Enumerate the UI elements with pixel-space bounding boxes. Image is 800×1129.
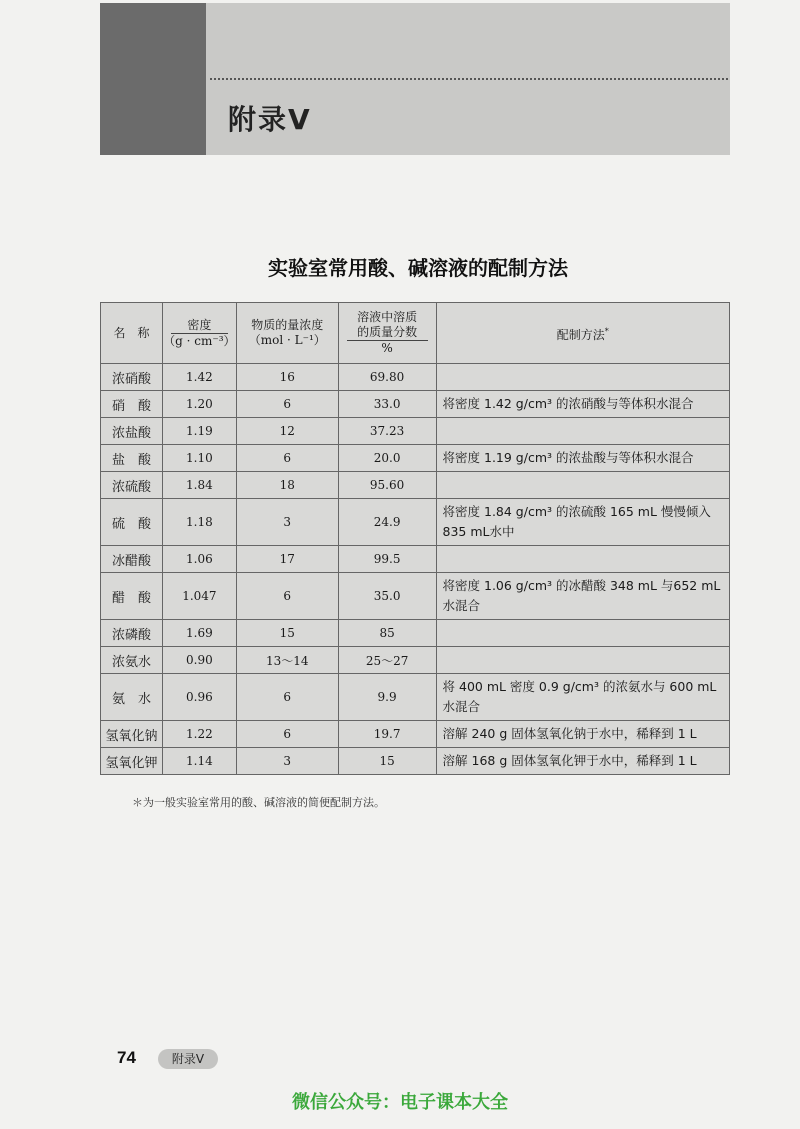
cell-mass-fraction: 20.0: [338, 445, 436, 472]
page-number: 74: [117, 1048, 136, 1067]
cell-method: [436, 418, 729, 445]
cell-concentration: 6: [236, 674, 338, 721]
appendix-title: 附录Ⅴ: [228, 103, 312, 136]
header-method: [436, 303, 729, 364]
cell-concentration: 16: [236, 364, 338, 391]
cell-concentration: 6: [236, 391, 338, 418]
cell-name: 硫 酸: [101, 499, 163, 546]
cell-method: 将密度 1.42 g/cm³ 的浓硝酸与等体积水混合: [436, 391, 729, 418]
header-density-unit: （g · cm⁻³）: [163, 333, 236, 348]
cell-method: [436, 472, 729, 499]
table-row: [101, 748, 730, 775]
cell-density: 1.10: [162, 445, 236, 472]
cell-method: [436, 620, 729, 647]
table-row: [101, 391, 730, 418]
cell-method: [436, 647, 729, 674]
cell-density: 1.69: [162, 620, 236, 647]
footnote: ＊为一般实验室常用的酸、碱溶液的简便配制方法。: [132, 796, 385, 809]
header-mass-fraction: [338, 303, 436, 364]
cell-mass-fraction: 24.9: [338, 499, 436, 546]
cell-mass-fraction: 15: [338, 748, 436, 775]
cell-concentration: 3: [236, 748, 338, 775]
table-title: 实验室常用酸、碱溶液的配制方法: [268, 256, 568, 280]
cell-mass-fraction: 95.60: [338, 472, 436, 499]
cell-density: 1.20: [162, 391, 236, 418]
cell-density: 1.42: [162, 364, 236, 391]
page-tab-label: 附录Ⅴ: [158, 1049, 218, 1069]
table-row: [101, 674, 730, 721]
header-concentration-label: 物质的量浓度: [251, 318, 324, 332]
table-row: [101, 546, 730, 573]
table-row: [101, 364, 730, 391]
cell-method: 将密度 1.84 g/cm³ 的浓硫酸 165 mL 慢慢倾入835 mL水中: [436, 499, 729, 546]
header-dotted-rule: [210, 78, 728, 80]
cell-name: 浓硫酸: [101, 472, 163, 499]
cell-name: 氢氧化钠: [101, 721, 163, 748]
cell-name: 浓氨水: [101, 647, 163, 674]
header-name-label: 名 称: [113, 325, 150, 340]
header-concentration: [236, 303, 338, 364]
table-row: [101, 620, 730, 647]
cell-method: 溶解 240 g 固体氢氧化钠于水中，稀释到 1 L: [436, 721, 729, 748]
cell-density: 0.90: [162, 647, 236, 674]
cell-concentration: 6: [236, 445, 338, 472]
header-mass-fraction-unit: %: [381, 341, 393, 355]
cell-mass-fraction: 33.0: [338, 391, 436, 418]
cell-concentration: 15: [236, 620, 338, 647]
cell-mass-fraction: 85: [338, 620, 436, 647]
table-header-row: [101, 303, 730, 364]
cell-density: 1.06: [162, 546, 236, 573]
cell-method: 将密度 1.19 g/cm³ 的浓盐酸与等体积水混合: [436, 445, 729, 472]
cell-concentration: 3: [236, 499, 338, 546]
cell-density: 1.18: [162, 499, 236, 546]
header-dark-block: [100, 3, 206, 155]
cell-mass-fraction: 69.80: [338, 364, 436, 391]
cell-density: 1.22: [162, 721, 236, 748]
cell-name: 氢氧化钾: [101, 748, 163, 775]
table-row: [101, 647, 730, 674]
header-method-mark: *: [604, 326, 609, 336]
cell-mass-fraction: 19.7: [338, 721, 436, 748]
cell-name: 浓盐酸: [101, 418, 163, 445]
header-mass-fraction-label-1: 溶液中溶质: [357, 310, 418, 324]
cell-density: 1.14: [162, 748, 236, 775]
cell-method: [436, 546, 729, 573]
cell-concentration: 12: [236, 418, 338, 445]
header-method-label: 配制方法: [556, 327, 605, 342]
cell-mass-fraction: 37.23: [338, 418, 436, 445]
cell-method: [436, 364, 729, 391]
cell-concentration: 6: [236, 721, 338, 748]
cell-density: 1.19: [162, 418, 236, 445]
table-row: [101, 445, 730, 472]
cell-name: 冰醋酸: [101, 546, 163, 573]
header-density: [162, 303, 236, 364]
cell-concentration: 17: [236, 546, 338, 573]
table-row: [101, 721, 730, 748]
table-row: [101, 472, 730, 499]
cell-method: 将密度 1.06 g/cm³ 的冰醋酸 348 mL 与652 mL水混合: [436, 573, 729, 620]
cell-concentration: 18: [236, 472, 338, 499]
cell-name: 氨 水: [101, 674, 163, 721]
table-row: [101, 573, 730, 620]
cell-name: 浓硝酸: [101, 364, 163, 391]
cell-name: 浓磷酸: [101, 620, 163, 647]
cell-concentration: 6: [236, 573, 338, 620]
table-row: [101, 499, 730, 546]
cell-name: 醋 酸: [101, 573, 163, 620]
header-concentration-unit: （mol · L⁻¹）: [248, 333, 326, 347]
table-row: [101, 418, 730, 445]
header-name: [101, 303, 163, 364]
cell-density: 0.96: [162, 674, 236, 721]
cell-mass-fraction: 35.0: [338, 573, 436, 620]
cell-density: 1.047: [162, 573, 236, 620]
header-mass-fraction-label-2: 的质量分数: [347, 325, 428, 341]
cell-density: 1.84: [162, 472, 236, 499]
header-density-label: 密度: [171, 318, 228, 334]
cell-method: 溶解 168 g 固体氢氧化钾于水中，稀释到 1 L: [436, 748, 729, 775]
cell-method: 将 400 mL 密度 0.9 g/cm³ 的浓氨水与 600 mL 水混合: [436, 674, 729, 721]
cell-name: 盐 酸: [101, 445, 163, 472]
cell-mass-fraction: 9.9: [338, 674, 436, 721]
preparation-table: [100, 302, 730, 775]
cell-mass-fraction: 99.5: [338, 546, 436, 573]
cell-mass-fraction: 25～27: [338, 647, 436, 674]
cell-name: 硝 酸: [101, 391, 163, 418]
cell-concentration: 13～14: [236, 647, 338, 674]
watermark-text: 微信公众号：电子课本大全: [292, 1092, 508, 1113]
